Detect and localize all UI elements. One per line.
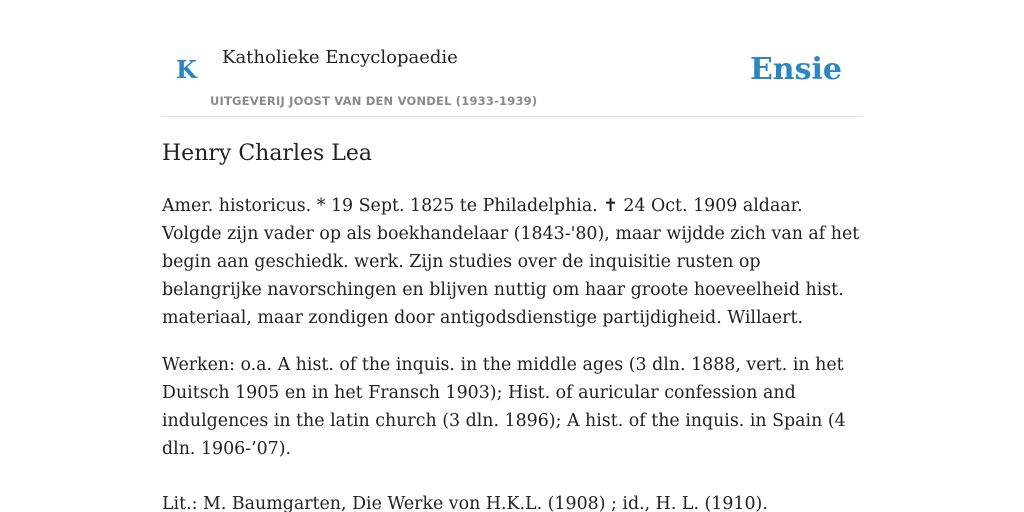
site-logo[interactable]: K [176, 55, 197, 84]
entry-title: Henry Charles Lea [162, 141, 373, 166]
article [162, 136, 862, 512]
article-paragraph: Werken: o.a. A hist. of the inquis. in the middle ages (3 dln. 1888, vert. in het Duitsch 1905 en in het Fransch 1903); Hist. of auricular confession and indulgences in the latin church (3 dln. 1896); A hist. of the inquis. in Spain (4 dln. 1906-’07). [162, 355, 846, 459]
publisher-subtitle: UITGEVERIJ JOOST VAN DEN VONDEL (1933-1939) [210, 94, 538, 108]
article-paragraph: Amer. historicus. * 19 Sept. 1825 te Philadelphia. ✝ 24 Oct. 1909 aldaar. Volgde zijn vader op als boekhandelaar (1843-'80), maar wijdde zich van af het begin aan geschiedk. werk. Zijn studies over de inquisitie rusten op belangrijke navorschingen en blijven nuttig om haar groote hoeveelheid hist. materiaal, maar zondigen door antigodsdienstige partijdigheid. Willaert. [162, 196, 860, 328]
site-title[interactable]: Katholieke Encyclopaedie [222, 47, 458, 68]
brand-logo[interactable]: Ensie [749, 52, 842, 87]
site-header [162, 0, 862, 117]
article-paragraph: Lit.: M. Baumgarten, Die Werke von H.K.L. (1908) ; id., H. L. (1910). [162, 494, 768, 512]
